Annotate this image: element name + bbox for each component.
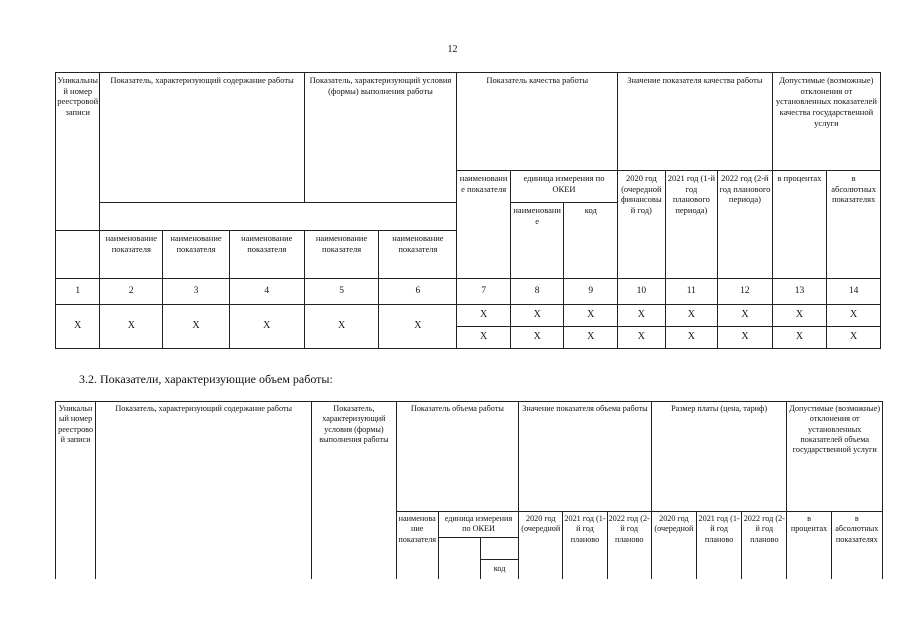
x-cell: Х: [718, 327, 773, 349]
x-cell: Х: [665, 327, 718, 349]
header-year-2022: 2022 год (2-й год планового периода): [718, 171, 773, 279]
column-number: 7: [457, 279, 511, 305]
x-cell: Х: [618, 305, 666, 327]
x-cell: Х: [457, 327, 511, 349]
volume-table: [55, 401, 883, 579]
column-number: 4: [229, 279, 304, 305]
x-cell: Х: [827, 327, 881, 349]
header-quality-indicator: Показатель качества работы: [457, 73, 618, 171]
header-in-absolute: в абсолютных показателях: [831, 512, 882, 580]
header-value-2020: 2020 год (очередной: [519, 512, 563, 580]
quality-table: [55, 72, 881, 349]
x-cell: Х: [772, 305, 827, 327]
x-cell: Х: [564, 327, 618, 349]
header-unique-record: Уникальный номер реестровой записи: [56, 73, 100, 231]
x-cell: Х: [564, 305, 618, 327]
subheader-indicator-name: наименование показателя: [229, 231, 304, 279]
column-number: 13: [772, 279, 827, 305]
x-cell: Х: [56, 305, 100, 349]
header-conditions-indicator: Показатель, характеризующий условия (формы) выполнения работы: [312, 402, 396, 580]
x-cell: Х: [665, 305, 718, 327]
header-volume-indicator: Показатель объема работы: [396, 402, 519, 512]
column-number: 10: [618, 279, 666, 305]
column-number: 1: [56, 279, 100, 305]
header-in-percent: в процентах: [787, 512, 831, 580]
column-number: 5: [304, 279, 379, 305]
header-allowed-deviation: Допустимые (возможные) отклонения от установленных показателей качества государственной услуги: [772, 73, 880, 171]
header-unique-record: Уникальный номер реестровой записи: [56, 402, 96, 580]
x-cell: Х: [618, 327, 666, 349]
header-fee-2022: 2022 год (2-й год планово: [742, 512, 787, 580]
header-value-2022: 2022 год (2-й год планово: [607, 512, 651, 580]
column-number: 2: [100, 279, 163, 305]
subheader-indicator-name: наименование показателя: [304, 231, 379, 279]
header-volume-value: Значение показателя объема работы: [519, 402, 652, 512]
header-fee-2020: 2020 год (очередной: [651, 512, 696, 580]
x-cell: Х: [510, 327, 564, 349]
header-indicator-name: наименование показателя: [396, 512, 438, 580]
header-fee-size: Размер платы (цена, тариф): [651, 402, 787, 512]
header-year-2020: 2020 год (очередной финансовый год): [618, 171, 666, 279]
page-number: 12: [447, 44, 458, 55]
header-fee-2021: 2021 год (1-й год планово: [697, 512, 742, 580]
header-unit-okei: единица измерения по ОКЕИ: [510, 171, 617, 203]
x-cell: Х: [163, 305, 230, 349]
header-indicator-name: наименование показателя: [457, 171, 511, 279]
header-unit-code: код: [480, 559, 518, 579]
header-content-indicator: Показатель, характеризующий содержание работы: [96, 402, 312, 580]
x-cell: Х: [457, 305, 511, 327]
x-cell: Х: [379, 305, 457, 349]
x-cell: Х: [772, 327, 827, 349]
header-allowed-deviation: Допустимые (возможные) отклонения от установленных показателей объема государственной услуги: [787, 402, 883, 512]
x-cell: Х: [100, 305, 163, 349]
header-quality-value: Значение показателя качества работы: [618, 73, 773, 171]
header-content-indicator: Показатель, характеризующий содержание работы: [100, 73, 304, 203]
section-title: 3.2. Показатели, характеризующие объем работы:: [79, 372, 333, 386]
column-number: 3: [163, 279, 230, 305]
column-number: 8: [510, 279, 564, 305]
header-unit-name: наименование: [510, 203, 564, 279]
subheader-indicator-name: наименование показателя: [100, 231, 163, 279]
x-cell: Х: [827, 305, 881, 327]
x-cell: Х: [510, 305, 564, 327]
header-year-2021: 2021 год (1-й год планового периода): [665, 171, 718, 279]
header-conditions-indicator: Показатель, характеризующий условия (формы) выполнения работы: [304, 73, 457, 203]
header-in-absolute: в абсолютных показателях: [827, 171, 881, 279]
column-number: 12: [718, 279, 773, 305]
header-value-2021: 2021 год (1-й год планово: [563, 512, 607, 580]
column-number: 6: [379, 279, 457, 305]
x-cell: Х: [229, 305, 304, 349]
header-unit-okei: единица измерения по ОКЕИ: [438, 512, 518, 538]
subheader-indicator-name: наименование показателя: [379, 231, 457, 279]
subheader-indicator-name: наименование показателя: [163, 231, 230, 279]
column-number: 11: [665, 279, 718, 305]
header-in-percent: в процентах: [772, 171, 827, 279]
column-number: 9: [564, 279, 618, 305]
x-cell: Х: [718, 305, 773, 327]
header-unit-code: код: [564, 203, 618, 279]
x-cell: Х: [304, 305, 379, 349]
column-number: 14: [827, 279, 881, 305]
